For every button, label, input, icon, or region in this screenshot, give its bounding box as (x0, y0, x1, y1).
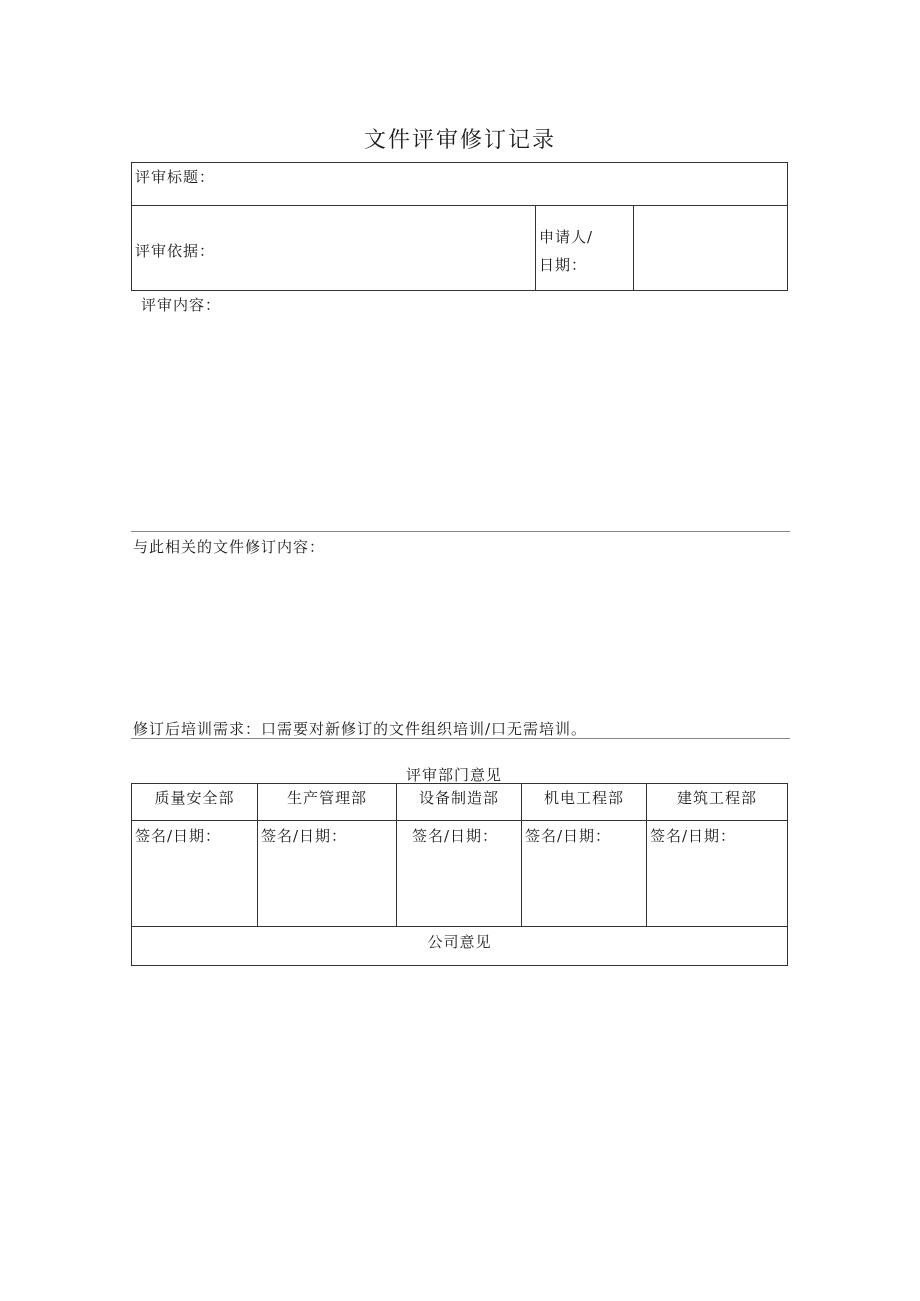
signature-label-electromechanical: 签名/日期： (525, 827, 612, 845)
page-title: 文件评审修订记录 (363, 128, 556, 153)
signature-cell-quality-safety[interactable] (132, 846, 257, 926)
department-opinion-caption: 评审部门意见 (405, 766, 502, 784)
applicant-label: 申请人/ (539, 228, 594, 246)
opinion-table-company-divider (131, 926, 788, 927)
header-table-col-divider-1 (535, 205, 536, 291)
dept-header-quality-safety: 质量安全部 (154, 789, 235, 807)
dept-header-electromechanical: 机电工程部 (543, 789, 624, 807)
company-opinion-label: 公司意见 (427, 933, 492, 951)
review-content-label: 评审内容： (141, 296, 222, 314)
applicant-value-cell[interactable] (634, 206, 787, 290)
training-separator (131, 738, 790, 739)
review-basis-label: 评审依据： (135, 242, 216, 260)
review-title-label: 评审标题： (135, 168, 216, 186)
related-revisions-area[interactable] (131, 556, 788, 714)
dept-header-construction: 建筑工程部 (676, 789, 757, 807)
signature-label-quality-safety: 签名/日期： (135, 827, 222, 845)
signature-label-construction: 签名/日期： (650, 827, 737, 845)
signature-label-production: 签名/日期： (261, 827, 348, 845)
review-content-area[interactable] (131, 314, 788, 530)
signature-cell-electromechanical[interactable] (522, 846, 646, 926)
review-content-separator (131, 531, 790, 532)
dept-header-equipment: 设备制造部 (418, 789, 499, 807)
signature-cell-production[interactable] (258, 846, 396, 926)
opinion-table-header-divider (131, 820, 788, 821)
training-requirement: 修订后培训需求：口需要对新修订的文件组织培训/口无需培训。 (133, 720, 588, 738)
signature-label-equipment: 签名/日期： (412, 827, 499, 845)
signature-cell-equipment[interactable] (397, 846, 521, 926)
dept-header-production: 生产管理部 (286, 789, 367, 807)
applicant-date-label: 日期： (539, 256, 588, 274)
related-revisions-label: 与此相关的文件修订内容： (133, 538, 326, 556)
signature-cell-construction[interactable] (647, 846, 787, 926)
